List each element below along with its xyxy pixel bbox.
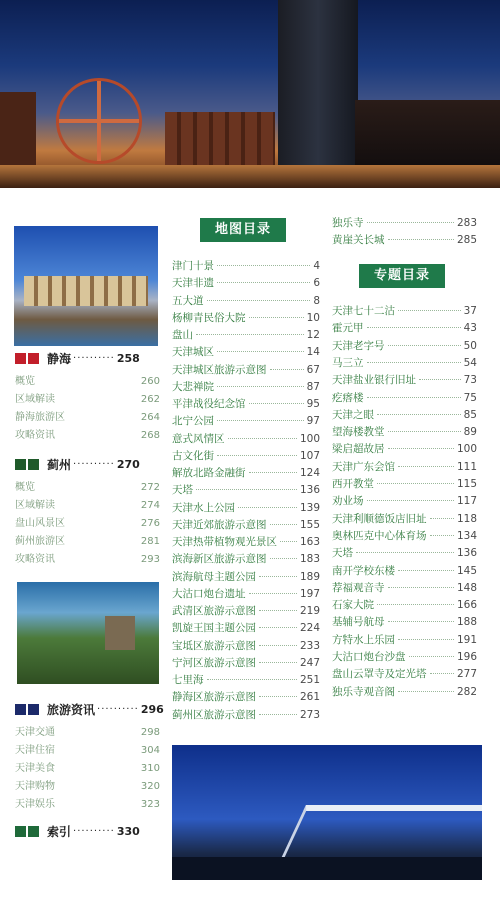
dot-leader — [207, 679, 297, 680]
section-square-icon — [28, 826, 39, 837]
toc-entry-page: 285 — [456, 234, 477, 246]
map-toc-entry[interactable] — [172, 379, 320, 395]
dot-leader — [398, 310, 461, 311]
toc-entry-label: 大沽口炮台沙盘 — [332, 651, 406, 663]
toc-entry-page: 282 — [456, 685, 477, 698]
toc-entry-label: 荐福观音寺 — [332, 581, 385, 594]
toc-entry-label: 梁启超故居 — [332, 443, 385, 456]
map-toc-entry[interactable] — [172, 707, 320, 723]
subsection-label: 攻略资讯 — [15, 554, 55, 565]
toc-entry-page: 191 — [456, 633, 477, 646]
toc-entry-page: 4 — [313, 260, 320, 272]
topic-toc-entry[interactable] — [332, 580, 477, 596]
toc-entry-label: 石家大院 — [332, 599, 374, 612]
map-toc-entry[interactable] — [172, 603, 320, 619]
toc-entry-label: 大悲禅院 — [172, 380, 214, 393]
topic-toc-entry[interactable] — [332, 684, 477, 700]
map-toc-entry[interactable] — [172, 620, 320, 636]
toc-entry-label: 天津城区 — [172, 346, 214, 359]
subsection-entry[interactable] — [15, 480, 160, 495]
toc-entry-page: 118 — [456, 512, 477, 525]
toc-entry-page: 107 — [299, 449, 320, 462]
topic-toc-entry[interactable] — [332, 407, 477, 423]
toc-entry-page: 163 — [299, 536, 320, 548]
topic-toc-entry[interactable] — [332, 632, 477, 648]
toc-entry-page: 261 — [299, 691, 320, 704]
toc-entry-label: 南开学校东楼 — [332, 564, 395, 577]
dot-leader — [367, 500, 454, 501]
subsection-page: 304 — [140, 745, 160, 756]
section-name: 旅游资讯 — [47, 702, 96, 717]
dot-leader — [259, 714, 297, 715]
dot-leader — [259, 696, 297, 697]
toc-entry-page: 136 — [299, 484, 320, 497]
subsection-entry[interactable] — [15, 410, 160, 425]
toc-entry-page: 100 — [456, 443, 477, 456]
map-toc-entry[interactable] — [172, 500, 320, 516]
topic-toc-entry[interactable] — [332, 303, 477, 319]
topic-toc-entry[interactable] — [332, 390, 477, 406]
section-square-icon — [15, 704, 26, 715]
toc-entry-label: 基辅号航母 — [332, 616, 385, 629]
dot-leader — [430, 673, 454, 674]
map-toc-entry[interactable] — [332, 215, 477, 231]
dot-leader — [377, 414, 461, 415]
subsection-label: 天津住宿 — [15, 745, 55, 756]
toc-entry-label: 望海楼教堂 — [332, 426, 385, 439]
toc-entry-page: 251 — [299, 674, 320, 686]
map-toc-entry[interactable] — [332, 232, 477, 248]
toc-entry-page: 89 — [463, 426, 477, 439]
toc-entry-label: 天津近郊旅游示意图 — [172, 518, 267, 531]
toc-entry-page: 124 — [299, 467, 320, 479]
toc-entry-label: 天津城区旅游示意图 — [172, 363, 267, 376]
toc-entry-label: 天津广东会馆 — [332, 460, 395, 473]
dot-leader — [398, 570, 454, 571]
map-toc-entry[interactable] — [172, 258, 320, 274]
dot-leader — [249, 472, 297, 473]
dot-leader: ·········· — [73, 825, 115, 837]
dot-leader — [377, 604, 454, 605]
subsection-entry[interactable] — [15, 498, 160, 513]
section-square-icon — [28, 704, 39, 715]
toc-entry-label: 马三立 — [332, 356, 364, 369]
subsection-label: 概览 — [15, 376, 35, 387]
photo-ferris-wheel — [56, 78, 142, 164]
toc-entry-label: 滨海新区旅游示意图 — [172, 553, 267, 566]
topic-toc-entry[interactable] — [332, 493, 477, 509]
subsection-entry[interactable] — [15, 797, 160, 812]
subsection-label: 攻略资讯 — [15, 430, 55, 441]
toc-entry-label: 宁河区旅游示意图 — [172, 656, 256, 669]
toc-entry-page: 85 — [463, 408, 477, 421]
toc-entry-page: 95 — [306, 398, 320, 410]
toc-entry-label: 方特水上乐园 — [332, 633, 395, 646]
map-toc-entry[interactable] — [172, 517, 320, 533]
dot-leader — [217, 265, 310, 266]
toc-entry-page: 73 — [463, 374, 477, 387]
dot-leader — [270, 524, 297, 525]
dot-leader — [217, 455, 297, 456]
photo-bridge — [172, 745, 482, 880]
subsection-entry[interactable] — [15, 516, 160, 531]
map-toc-entry[interactable] — [172, 655, 320, 671]
toc-entry-page: 189 — [299, 570, 320, 583]
map-toc-entry[interactable] — [172, 293, 320, 309]
toc-entry-label: 凯旋王国主题公园 — [172, 622, 256, 635]
dot-leader — [259, 662, 297, 663]
dot-leader: ·········· — [73, 352, 115, 364]
section-heading[interactable] — [15, 350, 140, 366]
map-toc-entry[interactable] — [172, 569, 320, 585]
dot-leader — [388, 621, 454, 622]
toc-entry-label: 古文化街 — [172, 449, 214, 462]
map-toc-entry[interactable] — [172, 310, 320, 326]
topic-toc-entry[interactable] — [332, 338, 477, 354]
toc-entry-label: 天津盐业银行旧址 — [332, 374, 416, 387]
dot-leader — [249, 403, 304, 404]
topic-toc-entry[interactable] — [332, 320, 477, 336]
toc-entry-label: 五大道 — [172, 294, 204, 307]
subsection-entry[interactable] — [15, 761, 160, 776]
map-toc-entry[interactable] — [172, 448, 320, 464]
toc-entry-page: 43 — [463, 322, 477, 335]
subsection-label: 概览 — [15, 482, 35, 493]
map-toc-entry[interactable] — [172, 534, 320, 550]
toc-entry-label: 天津水上公园 — [172, 501, 235, 514]
map-toc-entry[interactable] — [172, 465, 320, 481]
section-name: 索引 — [47, 824, 72, 839]
toc-entry-label: 静海区旅游示意图 — [172, 691, 256, 704]
toc-entry-page: 196 — [456, 651, 477, 663]
toc-entry-page: 247 — [299, 656, 320, 669]
subsection-entry[interactable] — [15, 552, 160, 567]
subsection-label: 静海旅游区 — [15, 412, 65, 423]
dot-leader — [398, 466, 454, 467]
topic-toc-entry[interactable] — [332, 476, 477, 492]
dot-leader — [270, 558, 297, 559]
photo-skyscraper — [278, 0, 358, 170]
subsection-label: 盘山风景区 — [15, 518, 65, 529]
dot-leader — [419, 379, 461, 380]
dot-leader — [356, 552, 454, 553]
cover-photo-tianjin-eye — [0, 0, 500, 188]
toc-entry-label: 滨海航母主题公园 — [172, 570, 256, 583]
dot-leader — [249, 593, 297, 594]
dot-leader — [259, 610, 297, 611]
toc-entry-page: 67 — [306, 363, 320, 376]
dot-leader — [228, 438, 297, 439]
subsection-page: 276 — [140, 518, 160, 529]
dot-leader — [367, 362, 461, 363]
map-toc-entry[interactable] — [172, 362, 320, 378]
toc-entry-page: 134 — [456, 529, 477, 542]
toc-entry-page: 10 — [306, 311, 320, 324]
dot-leader — [196, 334, 304, 335]
topic-toc-entry[interactable] — [332, 528, 477, 544]
map-toc-entry[interactable] — [172, 638, 320, 654]
dot-leader — [217, 386, 304, 387]
section-square-icon — [15, 353, 26, 364]
dot-leader — [430, 518, 454, 519]
map-toc-entry[interactable] — [172, 413, 320, 429]
subsection-page: 320 — [140, 781, 160, 792]
dot-leader — [217, 420, 304, 421]
subsection-label: 区域解读 — [15, 394, 55, 405]
dot-leader — [367, 327, 461, 328]
section-heading[interactable] — [15, 701, 164, 717]
subsection-page: 310 — [140, 763, 160, 774]
section-heading[interactable] — [15, 823, 140, 839]
dot-leader — [388, 239, 454, 240]
photo-river — [0, 165, 500, 188]
subsection-page: 293 — [140, 554, 160, 565]
toc-entry-page: 188 — [456, 616, 477, 629]
photo-great-wall — [17, 582, 159, 684]
photo-skyline — [165, 112, 275, 172]
topic-toc-entry[interactable] — [332, 597, 477, 613]
subsection-entry[interactable] — [15, 743, 160, 758]
dot-leader — [280, 541, 297, 542]
section-page: 258 — [116, 351, 140, 365]
toc-entry-label: 七里海 — [172, 674, 204, 686]
toc-entry-label: 平津战役纪念馆 — [172, 398, 246, 410]
topic-toc-entry[interactable] — [332, 424, 477, 440]
subsection-label: 天津交通 — [15, 727, 55, 738]
toc-entry-label: 天津七十二沽 — [332, 305, 395, 317]
toc-entry-label: 盘山云罩寺及定光塔 — [332, 668, 427, 681]
subsection-label: 天津购物 — [15, 781, 55, 792]
subsection-label: 天津娱乐 — [15, 799, 55, 810]
toc-entry-page: 8 — [313, 294, 320, 307]
toc-entry-label: 奥林匹克中心体育场 — [332, 529, 427, 542]
map-toc-entry[interactable] — [172, 482, 320, 498]
toc-entry-page: 224 — [299, 622, 320, 635]
map-toc-entry[interactable] — [172, 672, 320, 688]
toc-entry-page: 148 — [456, 581, 477, 594]
section-name: 蓟州 — [47, 457, 72, 472]
toc-entry-label: 意式风情区 — [172, 432, 225, 445]
topic-toc-title: 专题目录 — [359, 264, 445, 288]
subsection-label: 蓟州旅游区 — [15, 536, 65, 547]
toc-entry-page: 117 — [456, 495, 477, 508]
toc-entry-label: 天塔 — [172, 484, 193, 497]
map-toc-entry[interactable] — [172, 551, 320, 567]
subsection-page: 323 — [140, 799, 160, 810]
toc-entry-page: 283 — [456, 217, 477, 229]
dot-leader — [388, 587, 454, 588]
topic-toc-entry[interactable] — [332, 649, 477, 665]
toc-entry-page: 233 — [299, 639, 320, 652]
topic-toc-entry[interactable] — [332, 614, 477, 630]
toc-entry-page: 50 — [463, 339, 477, 352]
dot-leader — [259, 645, 297, 646]
dot-leader — [409, 656, 454, 657]
map-toc-entry[interactable] — [172, 344, 320, 360]
section-name: 静海 — [47, 351, 72, 366]
dot-leader — [249, 317, 304, 318]
section-page: 296 — [140, 702, 164, 716]
subsection-page: 272 — [140, 482, 160, 493]
map-toc-title: 地图目录 — [200, 218, 286, 242]
toc-entry-page: 166 — [456, 599, 477, 612]
dot-leader — [367, 397, 461, 398]
toc-entry-label: 津门十景 — [172, 260, 214, 272]
dot-leader — [270, 369, 304, 370]
dot-leader — [388, 448, 454, 449]
subsection-entry[interactable] — [15, 725, 160, 740]
toc-entry-page: 115 — [456, 478, 477, 490]
subsection-label: 区域解读 — [15, 500, 55, 511]
dot-leader — [259, 576, 297, 577]
map-toc-entry[interactable] — [172, 327, 320, 343]
toc-entry-page: 145 — [456, 564, 477, 577]
toc-entry-label: 独乐寺 — [332, 217, 364, 229]
dot-leader — [398, 691, 454, 692]
map-toc-entry[interactable] — [172, 431, 320, 447]
toc-entry-page: 277 — [456, 668, 477, 681]
section-square-icon — [15, 459, 26, 470]
topic-toc-entry[interactable] — [332, 459, 477, 475]
toc-entry-label: 黄崖关长城 — [332, 234, 385, 246]
toc-entry-label: 天津之眼 — [332, 408, 374, 421]
toc-entry-label: 盘山 — [172, 329, 193, 341]
subsection-entry[interactable] — [15, 374, 160, 389]
toc-entry-label: 西开教堂 — [332, 478, 374, 490]
dot-leader — [217, 351, 304, 352]
topic-toc-entry[interactable] — [332, 441, 477, 457]
toc-entry-label: 杨柳青民俗大院 — [172, 311, 246, 324]
map-toc-entry[interactable] — [172, 396, 320, 412]
subsection-entry[interactable] — [15, 534, 160, 549]
section-heading[interactable] — [15, 456, 140, 472]
dot-leader — [217, 282, 310, 283]
toc-entry-label: 霍元甲 — [332, 322, 364, 335]
topic-toc-entry[interactable] — [332, 563, 477, 579]
toc-entry-page: 12 — [306, 329, 320, 341]
subsection-page: 268 — [140, 430, 160, 441]
dot-leader — [207, 300, 311, 301]
toc-entry-page: 219 — [299, 605, 320, 617]
toc-entry-label: 武清区旅游示意图 — [172, 605, 256, 617]
photo-castle — [14, 226, 158, 346]
subsection-page: 281 — [140, 536, 160, 547]
map-toc-entry[interactable] — [172, 275, 320, 291]
toc-entry-page: 75 — [463, 391, 477, 404]
dot-leader — [388, 345, 461, 346]
toc-entry-page: 111 — [456, 460, 477, 473]
map-toc-entry[interactable] — [172, 689, 320, 705]
section-square-icon — [28, 459, 39, 470]
toc-entry-label: 天津老字号 — [332, 339, 385, 352]
topic-toc-entry[interactable] — [332, 666, 477, 682]
topic-toc-entry[interactable] — [332, 355, 477, 371]
subsection-entry[interactable] — [15, 392, 160, 407]
dot-leader — [430, 535, 454, 536]
dot-leader — [238, 507, 297, 508]
dot-leader: ·········· — [97, 703, 139, 715]
toc-entry-label: 天津非遗 — [172, 277, 214, 290]
toc-entry-label: 宝坻区旅游示意图 — [172, 639, 256, 652]
topic-toc-entry[interactable] — [332, 511, 477, 527]
toc-entry-page: 197 — [299, 587, 320, 600]
toc-entry-page: 273 — [299, 708, 320, 721]
subsection-entry[interactable] — [15, 428, 160, 443]
toc-entry-page: 54 — [463, 356, 477, 369]
toc-entry-page: 183 — [299, 553, 320, 566]
dot-leader — [259, 627, 297, 628]
toc-entry-page: 87 — [306, 380, 320, 393]
toc-entry-label: 北宁公园 — [172, 415, 214, 428]
dot-leader — [388, 431, 461, 432]
dot-leader — [367, 222, 454, 223]
section-square-icon — [15, 826, 26, 837]
toc-entry-label: 大沽口炮台遗址 — [172, 587, 246, 600]
subsection-page: 262 — [140, 394, 160, 405]
toc-entry-label: 疙瘩楼 — [332, 391, 364, 404]
toc-entry-label: 独乐寺观音阁 — [332, 685, 395, 698]
dot-leader — [398, 639, 454, 640]
subsection-page: 274 — [140, 500, 160, 511]
toc-entry-page: 37 — [463, 305, 477, 317]
map-toc-entry[interactable] — [172, 586, 320, 602]
toc-entry-page: 100 — [299, 432, 320, 445]
toc-entry-page: 97 — [306, 415, 320, 428]
toc-entry-page: 136 — [456, 547, 477, 560]
toc-entry-label: 天津利顺德饭店旧址 — [332, 512, 427, 525]
photo-building — [0, 92, 36, 172]
toc-entry-page: 139 — [299, 501, 320, 514]
dot-leader — [196, 489, 297, 490]
subsection-entry[interactable] — [15, 779, 160, 794]
topic-toc-entry[interactable] — [332, 545, 477, 561]
dot-leader: ·········· — [73, 458, 115, 470]
section-page: 270 — [116, 457, 140, 471]
subsection-page: 298 — [140, 727, 160, 738]
toc-entry-label: 蓟州区旅游示意图 — [172, 708, 256, 721]
topic-toc-entry[interactable] — [332, 372, 477, 388]
section-page: 330 — [116, 824, 140, 838]
toc-entry-page: 6 — [313, 277, 320, 290]
subsection-page: 260 — [140, 376, 160, 387]
toc-entry-label: 解放北路金融街 — [172, 467, 246, 479]
toc-entry-page: 14 — [306, 346, 320, 359]
toc-entry-label: 劝业场 — [332, 495, 364, 508]
section-square-icon — [28, 353, 39, 364]
dot-leader — [377, 483, 454, 484]
toc-entry-label: 天塔 — [332, 547, 353, 560]
toc-entry-page: 155 — [299, 518, 320, 531]
toc-entry-label: 天津热带植物观光景区 — [172, 536, 277, 548]
subsection-label: 天津美食 — [15, 763, 55, 774]
subsection-page: 264 — [140, 412, 160, 423]
